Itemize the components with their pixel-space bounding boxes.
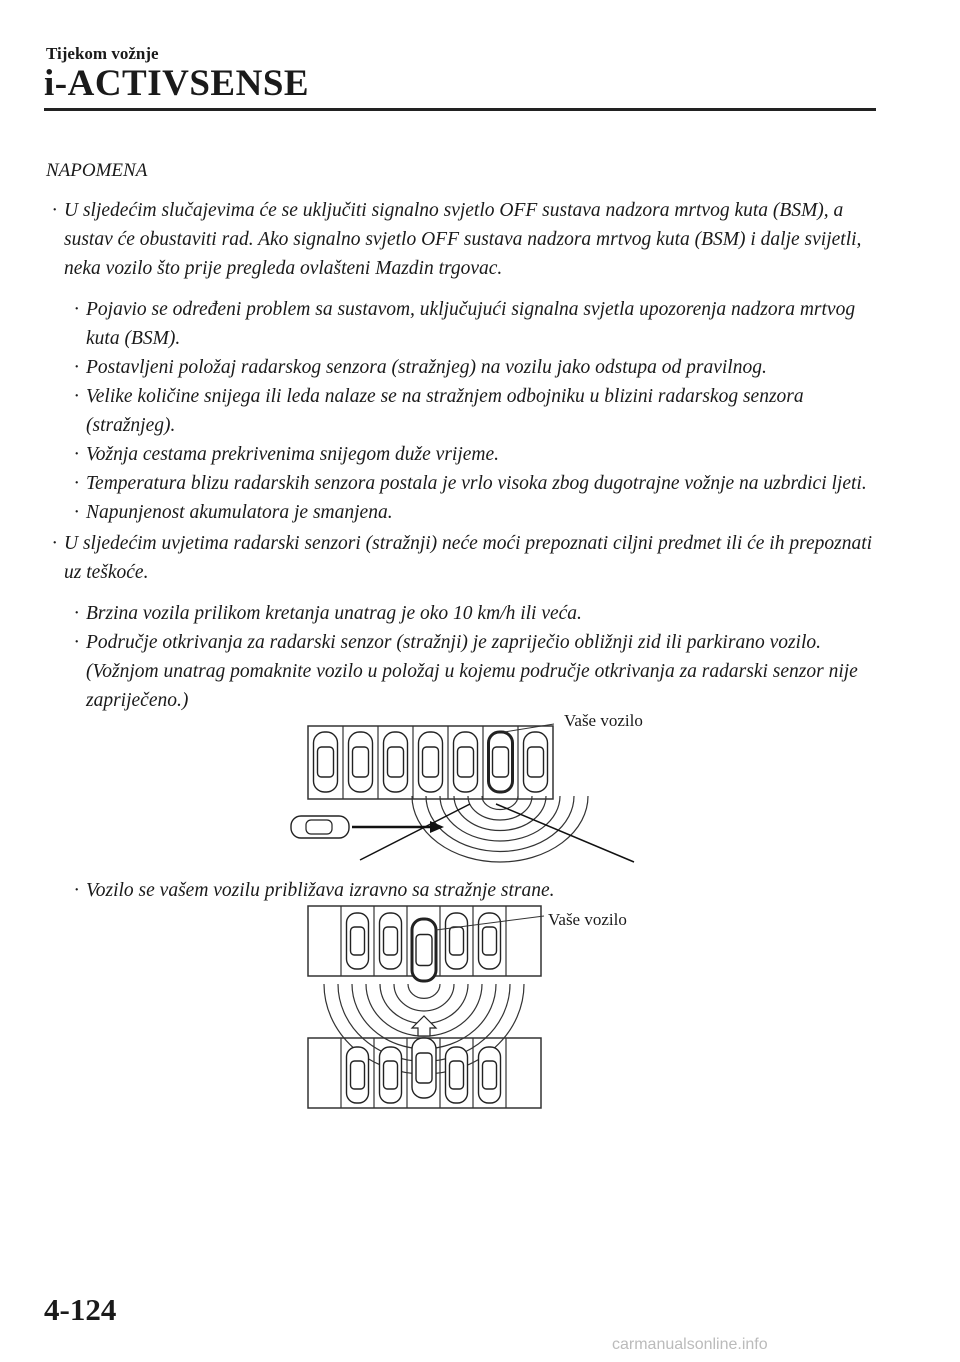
sub-bullet-item: · Napunjenost akumulatora je smanjena. bbox=[74, 502, 393, 523]
radar-arc bbox=[394, 984, 454, 1011]
figure-rear-approach bbox=[306, 904, 546, 1112]
parked-car-icon bbox=[349, 732, 373, 792]
bullet-item: · U sljedećim slučajevima će se uključiti signalno svjetlo OFF sustava nadzora mrtvog kuta (BSM), a sustav će obustaviti rad. Ako signalno svjetlo OFF sustava nadzora mrtvog kuta (BSM) i dalje svijetli, neka vozilo što prije pregleda ovlašteni Mazdin trgovac. bbox=[52, 200, 862, 279]
parked-car-icon bbox=[347, 913, 369, 969]
header-divider bbox=[44, 108, 876, 111]
approaching-car-icon bbox=[291, 816, 349, 838]
parked-car-icon bbox=[347, 1047, 369, 1103]
parked-car-icon bbox=[479, 913, 501, 969]
your-vehicle-label: Vaše vozilo bbox=[548, 910, 627, 929]
sub-bullet-item: · Postavljeni položaj radarskog senzora (stražnjeg) na vozilu jako odstupa od pravilnog. bbox=[74, 357, 767, 378]
page-number: 4-124 bbox=[44, 1292, 117, 1327]
parked-car-icon bbox=[446, 1047, 468, 1103]
parked-car-icon bbox=[479, 1047, 501, 1103]
sub-bullet-item: · Velike količine snijega ili leda nalaze se na stražnjem odbojniku u blizini radarskog senzora (stražnjeg). bbox=[74, 386, 804, 436]
radar-arc bbox=[440, 796, 560, 841]
sub-bullet-item: · Područje otkrivanja za radarski senzor (stražnji) je zapriječio obližnji zid ili parkirano vozilo. (Vožnjom unatrag pomaknite vozilo u položaj u kojemu područje otkrivanja za radarski senzor nije zapriječeno.) bbox=[74, 632, 858, 711]
sub-list bbox=[46, 599, 886, 715]
radar-arc bbox=[482, 796, 518, 810]
bullet-text: U sljedećim uvjetima radarski senzori (stražnji) neće moći prepoznati ciljni predmet ili će ih prepoznati uz teškoće. bbox=[64, 533, 873, 583]
your-vehicle-label: Vaše vozilo bbox=[564, 711, 643, 730]
note-content bbox=[46, 196, 886, 717]
parked-car-icon bbox=[412, 919, 436, 981]
radar-arc bbox=[408, 984, 440, 998]
up-arrow-icon bbox=[412, 1016, 436, 1036]
parked-car-icon bbox=[489, 732, 513, 792]
sub-list bbox=[46, 295, 886, 527]
sub-bullet-item: · Vožnja cestama prekrivenima snijegom duže vrijeme. bbox=[74, 444, 500, 465]
parked-car-icon bbox=[524, 732, 548, 792]
figure-reversing-detection bbox=[286, 720, 646, 870]
parked-car-icon bbox=[446, 913, 468, 969]
parked-car-icon bbox=[380, 913, 402, 969]
parked-car-icon bbox=[314, 732, 338, 792]
parked-car-icon bbox=[454, 732, 478, 792]
section-title: Tijekom vožnje bbox=[46, 44, 159, 63]
sub-bullet-item: · Pojavio se određeni problem sa sustavom, uključujući signalna svjetla upozorenja nadzora mrtvog kuta (BSM). bbox=[74, 299, 856, 349]
sub-bullet-item: · Temperatura blizu radarskih senzora postala je vrlo visoka zbog dugotrajne vožnje na uzbrdici ljeti. bbox=[74, 473, 867, 494]
bullet-text: U sljedećim slučajevima će se uključiti signalno svjetlo OFF sustava nadzora mrtvog kuta (BSM), a sustav će obustaviti rad. Ako signalno svjetlo OFF sustava nadzora mrtvog kuta (BSM) i dalje svijetli, neka vozilo što prije pregleda ovlašteni Mazdin trgovac. bbox=[64, 200, 862, 279]
radar-arc bbox=[454, 796, 546, 831]
radar-arc bbox=[426, 796, 574, 852]
parked-car-icon bbox=[380, 1047, 402, 1103]
note-heading: NAPOMENA bbox=[46, 160, 148, 181]
note-content-continued bbox=[46, 876, 886, 905]
watermark: carmanualsonline.info bbox=[612, 1336, 768, 1353]
sub-bullet-item: · Brzina vozila prilikom kretanja unatrag je oko 10 km/h ili veća. bbox=[74, 603, 582, 624]
parked-car-icon bbox=[412, 1038, 436, 1098]
bullet-item: · U sljedećim uvjetima radarski senzori (stražnji) neće moći prepoznati ciljni predmet ili će ih prepoznati uz teškoće. bbox=[52, 533, 873, 583]
sub-bullet-item: · Vozilo se vašem vozilu približava izravno sa stražnje strane. bbox=[74, 880, 555, 901]
parked-car-icon bbox=[419, 732, 443, 792]
page-title: i-ACTIVSENSE bbox=[44, 63, 310, 104]
parked-car-icon bbox=[384, 732, 408, 792]
